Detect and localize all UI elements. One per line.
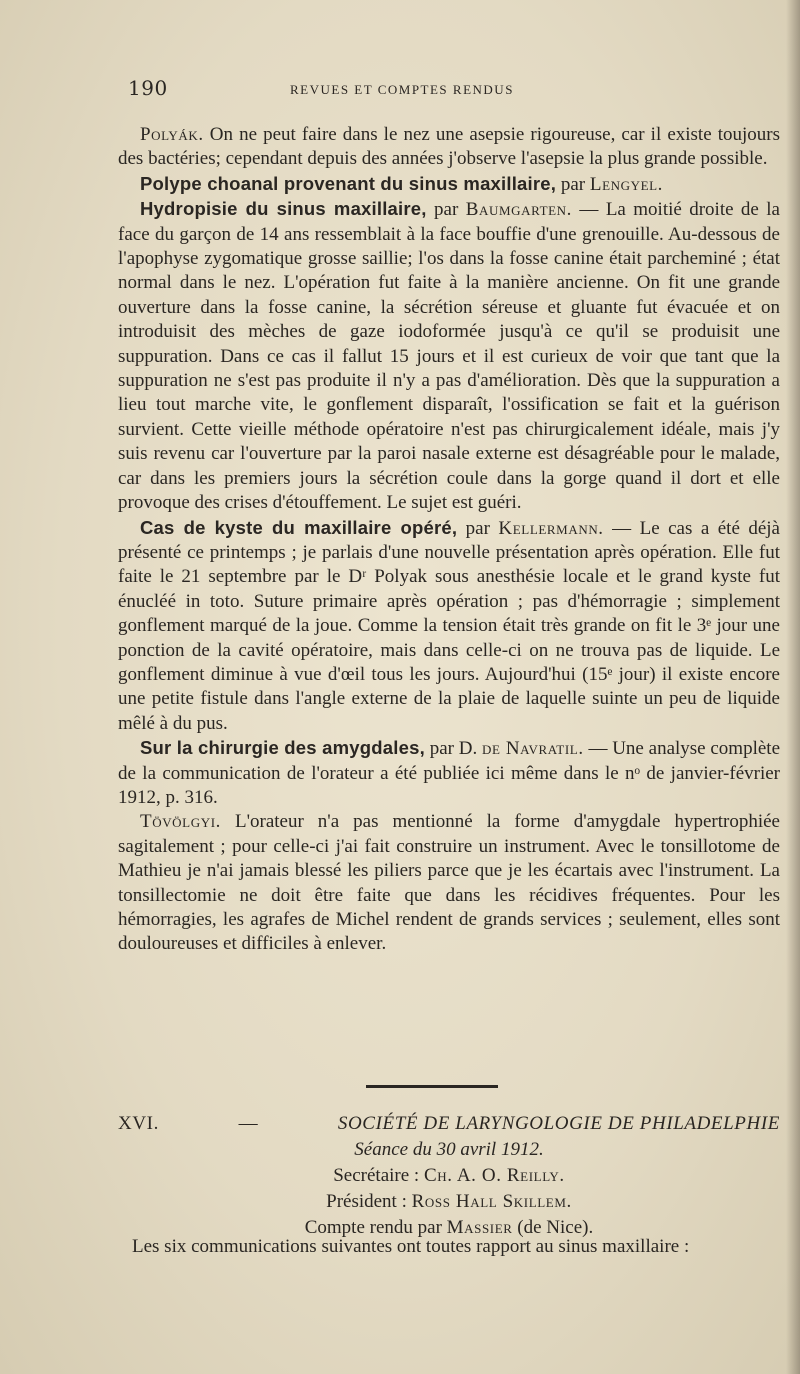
communication-title: Polype choanal provenant du sinus maxillaire,	[140, 172, 557, 194]
author-name: Kellermann.	[498, 517, 604, 539]
president-line	[118, 1189, 780, 1215]
president-label: Président :	[326, 1191, 412, 1212]
president-name: Ross Hall Skillem.	[411, 1191, 572, 1212]
paragraph-text: On ne peut faire dans le nez une asepsie rigoureuse, car il existe toujours des bactéries; cependant depuis des années j'observe l'asepsie la plus grande possible.	[118, 124, 780, 170]
paragraph-kyste	[118, 516, 780, 737]
intro-text: Les six communications suivantes ont toutes rapport au sinus maxillaire :	[132, 1236, 690, 1257]
paragraph-text: L'orateur n'a pas mentionné la forme d'amygdale hypertrophiée sagitalement ; pour celle-ci j'ai fait construire un instrument. Avec le tonsillotome de Mathieu je n'ai jamais blessé les piliers parce que je les écartais avec l'instrument. La tonsillectomie ne doit être faite que dans les récidives fréquentes. Pour les hémorragies, les agrafes de Michel rendent de grands services ; seulement, elles sont douloureuses et difficiles à enlever.	[118, 811, 780, 955]
society-name: SOCIÉTÉ DE LARYNGOLOGIE DE PHILADELPHIE	[337, 1113, 780, 1134]
page-edge-shadow	[786, 0, 800, 1374]
body-text	[118, 123, 780, 957]
by-word: par D.	[424, 738, 482, 760]
meeting-date: Séance du 30 avril 1912.	[354, 1139, 544, 1160]
report-name: Massier	[446, 1217, 513, 1238]
society-section	[118, 1111, 780, 1241]
society-heading	[118, 1111, 780, 1137]
author-name: Baumgarten.	[465, 199, 572, 221]
paragraph-text: — Le cas a été déjà présenté ce printemps ; je parlais d'une nouvelle présentation après opération. Elle fut faite le 21 septembre par le Dʳ Polyak sous anesthésie locale et le grand kyste fut énucléé in toto. Suture primaire après opération ; pas d'hémorragie ; simplement gonflement marqué de la joue. Comme la tension était très grande on fit le 3ᵉ jour une ponction de la cavité opératoire, mais dans celle-ci on ne trouva pas de liquide. Le gonflement diminue à vue d'œil tous les jours. Aujourd'hui (15ᵉ jour) il existe encore une petite fistule dans l'angle externe de la plaie de laquelle suinte un peu de liquide mêlé à du pus.	[118, 517, 780, 734]
report-place: (de Nice).	[512, 1217, 594, 1238]
section-number: XVI.	[118, 1113, 159, 1134]
paragraph-polype-choanal	[118, 172, 780, 197]
speaker-name: Tövölgyi.	[140, 811, 221, 833]
by-word: par	[556, 173, 590, 195]
paragraph-amygdales	[118, 736, 780, 810]
society-intro	[118, 1235, 780, 1259]
heading-dash: —	[238, 1113, 259, 1134]
paragraph-tovolgyi	[118, 810, 780, 956]
paragraph-hydropisie	[118, 197, 780, 515]
secretary-name: Ch. A. O. Reilly.	[423, 1165, 565, 1186]
running-head: REVUES ET COMPTES RENDUS	[290, 82, 514, 97]
section-divider	[366, 1085, 498, 1088]
secretary-line	[118, 1163, 780, 1189]
paragraph-polyak	[118, 123, 780, 172]
secretary-label: Secrétaire :	[333, 1165, 424, 1186]
page-header	[0, 76, 800, 106]
paragraph-text: — Une analyse complète de la communication de l'orateur a été publiée ici même dans le nᵒ de janvier-février 1912, p. 316.	[118, 738, 781, 808]
communication-title: Hydropisie du sinus maxillaire,	[140, 198, 427, 220]
by-word: par	[457, 517, 499, 539]
page-number: 190	[128, 76, 168, 100]
paragraph-text: — La moitié droite de la face du garçon de 14 ans ressemblait à la face bouffie d'une grenouille. Au-dessous de l'apophyse zygomatique grosse saillie; l'os dans la fosse canine était parcheminé ; état normal dans le nez. L'opération fut faite à la manière ancienne. On fit une grande ouverture dans la fosse canine, la sécrétion séreuse et gluante fut évacuée et on introduisit des mèches de gaze iodoformée jusqu'à ce qu'il se produisit une suppuration. Dans ce cas il fallut 15 jours et il est curieux de voir que tant que la suppuration ne s'est pas produite il n'y a pas d'amélioration. Dès que la suppuration a lieu tout marche vite, le gonflement disparaît, l'ossification se fait et la guérison survient. Cette vieille méthode opératoire n'est pas chirurgicalement idéale, mais j'y suis revenu car l'ouverture par la paroi nasale externe est désagréable pour le malade, car dans les premiers jours la sécrétion coule dans la gorge quand il dort et elle provoque des crises d'étouffement. Le sujet est guéri.	[118, 199, 780, 514]
by-word: par	[426, 199, 466, 221]
speaker-name: Polyák.	[140, 124, 204, 145]
communication-title: Cas de kyste du maxillaire opéré,	[140, 516, 458, 538]
report-label: Compte rendu par	[304, 1217, 447, 1238]
author-name: Lengyel.	[589, 173, 664, 195]
communication-title: Sur la chirurgie des amygdales,	[140, 737, 425, 759]
author-name: de Navratil.	[481, 738, 584, 760]
